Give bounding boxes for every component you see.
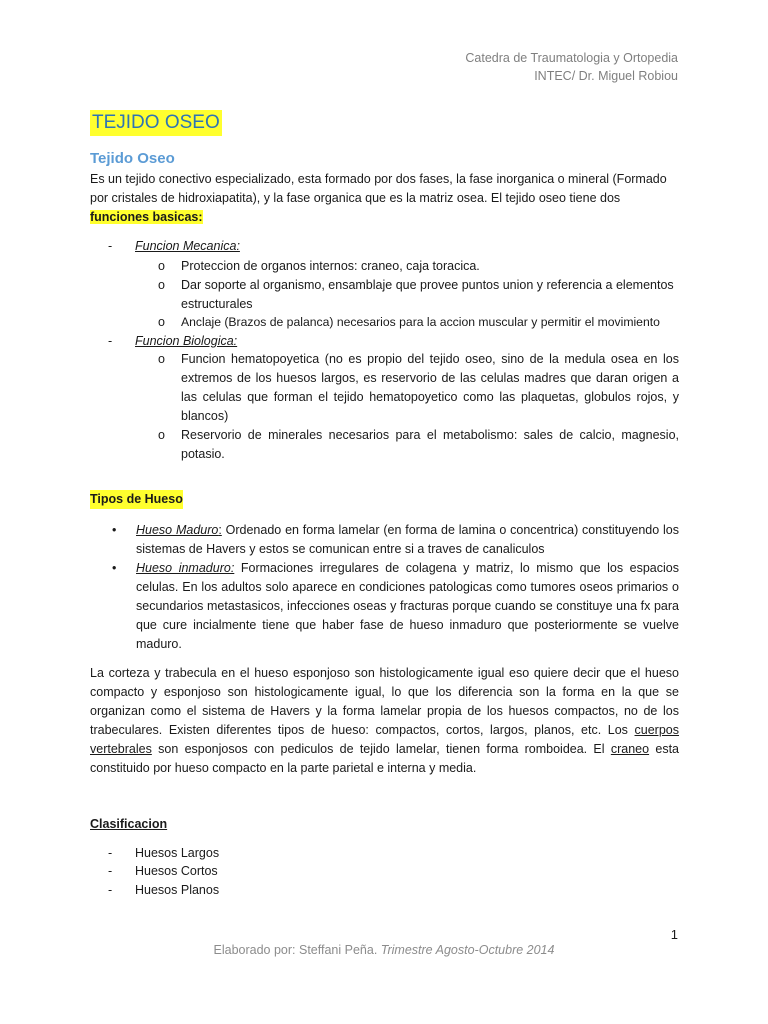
dash-marker: - xyxy=(108,239,113,253)
mecanica-item-2: Dar soporte al organismo, ensamblaje que provee puntos union y referencia a elementos estructurales xyxy=(181,278,674,311)
clasificacion-item-largos: Huesos Largos xyxy=(135,846,220,860)
hueso-maduro-colon: : xyxy=(218,523,222,537)
biologica-item-2: Reservorio de minerales necesarios para el metabolismo: sales de calcio, magnesio, potasio. xyxy=(181,428,679,461)
hueso-inmaduro-text: Formaciones irregulares de colagena y matriz, lo mismo que los espacios celulas. En los adultos solo aparece en condiciones patologicas como tumores oseos primarios o secundarios metastasicos, infecciones oseas y fracturas porque cuando se constituye una fx para que cure incialmente tiene que haber fase de hueso inmaduro que posteriormente se vuelve maduro. xyxy=(136,561,679,651)
funcion-mecanica-label: Funcion Mecanica: xyxy=(135,239,240,253)
page-footer xyxy=(0,943,768,957)
intro-highlight: funciones basicas: xyxy=(90,210,203,224)
corteza-paragraph xyxy=(90,664,679,778)
hueso-inmaduro-label: Hueso inmaduro: xyxy=(136,561,235,575)
intro-text: Es un tejido conectivo especializado, esta formado por dos fases, la fase inorganica o mineral (Formado por cristales de hidroxiapatita), y la fase organica que es la matriz osea. El tejido oseo tiene dos xyxy=(90,172,667,205)
clasificacion-heading: Clasificacion xyxy=(90,817,168,831)
mecanica-item-1: Proteccion de organos internos: craneo, caja toracica. xyxy=(181,259,480,273)
mecanica-item-3: Anclaje (Brazos de palanca) necesarios para la accion muscular y permitir el movimiento xyxy=(181,315,660,329)
circle-marker: o xyxy=(158,428,165,442)
bullet-marker: • xyxy=(112,523,117,537)
paragraph-part-1: La corteza y trabecula en el hueso esponjoso son histologicamente igual eso quiere decir que el hueso compacto y esponjoso son histologicamente igual, lo que los diferencia son la forma en la que se organizan como el sistema de Havers y la forma lamelar propia de los huesos compactos, no de los trabeculares. Existen diferentes tipos de hueso: compactos, cortos, largos, planos, etc. Los xyxy=(90,666,679,737)
paragraph-part-3: esta constituido por hueso compacto en la parte parietal e interna y media. xyxy=(90,742,679,775)
dash-marker: - xyxy=(108,334,113,348)
clasificacion-item-cortos: Huesos Cortos xyxy=(135,864,218,878)
biologica-item-1: Funcion hematopoyetica (no es propio del tejido oseo, sino de la medula osea en los extremos de los huesos largos, es reservorio de las celulas madres que daran origen a las celulas que forman el tejido hematopoyetico como las plaquetas, globulos rojos, y blancos) xyxy=(181,352,679,423)
dash-marker: - xyxy=(108,846,113,860)
bullet-marker: • xyxy=(112,561,117,575)
page-header xyxy=(465,49,678,85)
footer-term: Trimestre Agosto-Octubre 2014 xyxy=(380,943,555,957)
page-number: 1 xyxy=(670,927,678,942)
funcion-biologica-label: Funcion Biologica: xyxy=(135,334,238,348)
clasificacion-item-planos: Huesos Planos xyxy=(135,883,220,897)
dash-marker: - xyxy=(108,883,113,897)
document-title: TEJIDO OSEO xyxy=(90,110,222,136)
footer-author: Elaborado por: Steffani Peña. xyxy=(213,943,378,957)
circle-marker: o xyxy=(158,315,165,329)
paragraph-part-2: son esponjosos con pediculos de tejido lamelar, tienen forma romboidea. El xyxy=(151,742,611,756)
section-heading-tejido-oseo: Tejido Oseo xyxy=(90,150,175,167)
circle-marker: o xyxy=(158,352,165,366)
hueso-maduro-item xyxy=(136,521,679,559)
header-institution: INTEC/ Dr. Miguel Robiou xyxy=(534,69,678,83)
hueso-inmaduro-item xyxy=(136,559,679,654)
craneo-term: craneo xyxy=(610,742,650,756)
dash-marker: - xyxy=(108,864,113,878)
circle-marker: o xyxy=(158,259,165,273)
intro-paragraph xyxy=(90,170,680,227)
tipos-heading: Tipos de Hueso xyxy=(90,490,183,509)
header-course: Catedra de Traumatologia y Ortopedia xyxy=(465,51,678,65)
hueso-maduro-label: Hueso Maduro xyxy=(136,523,219,537)
cuerpos-vertebrales-term: cuerpos vertebrales xyxy=(90,723,679,756)
circle-marker: o xyxy=(158,278,165,292)
hueso-maduro-text: Ordenado en forma lamelar (en forma de lamina o concentrica) constituyendo los sistemas de Havers y estos se comunican entre si a traves de canaliculos xyxy=(136,523,679,556)
